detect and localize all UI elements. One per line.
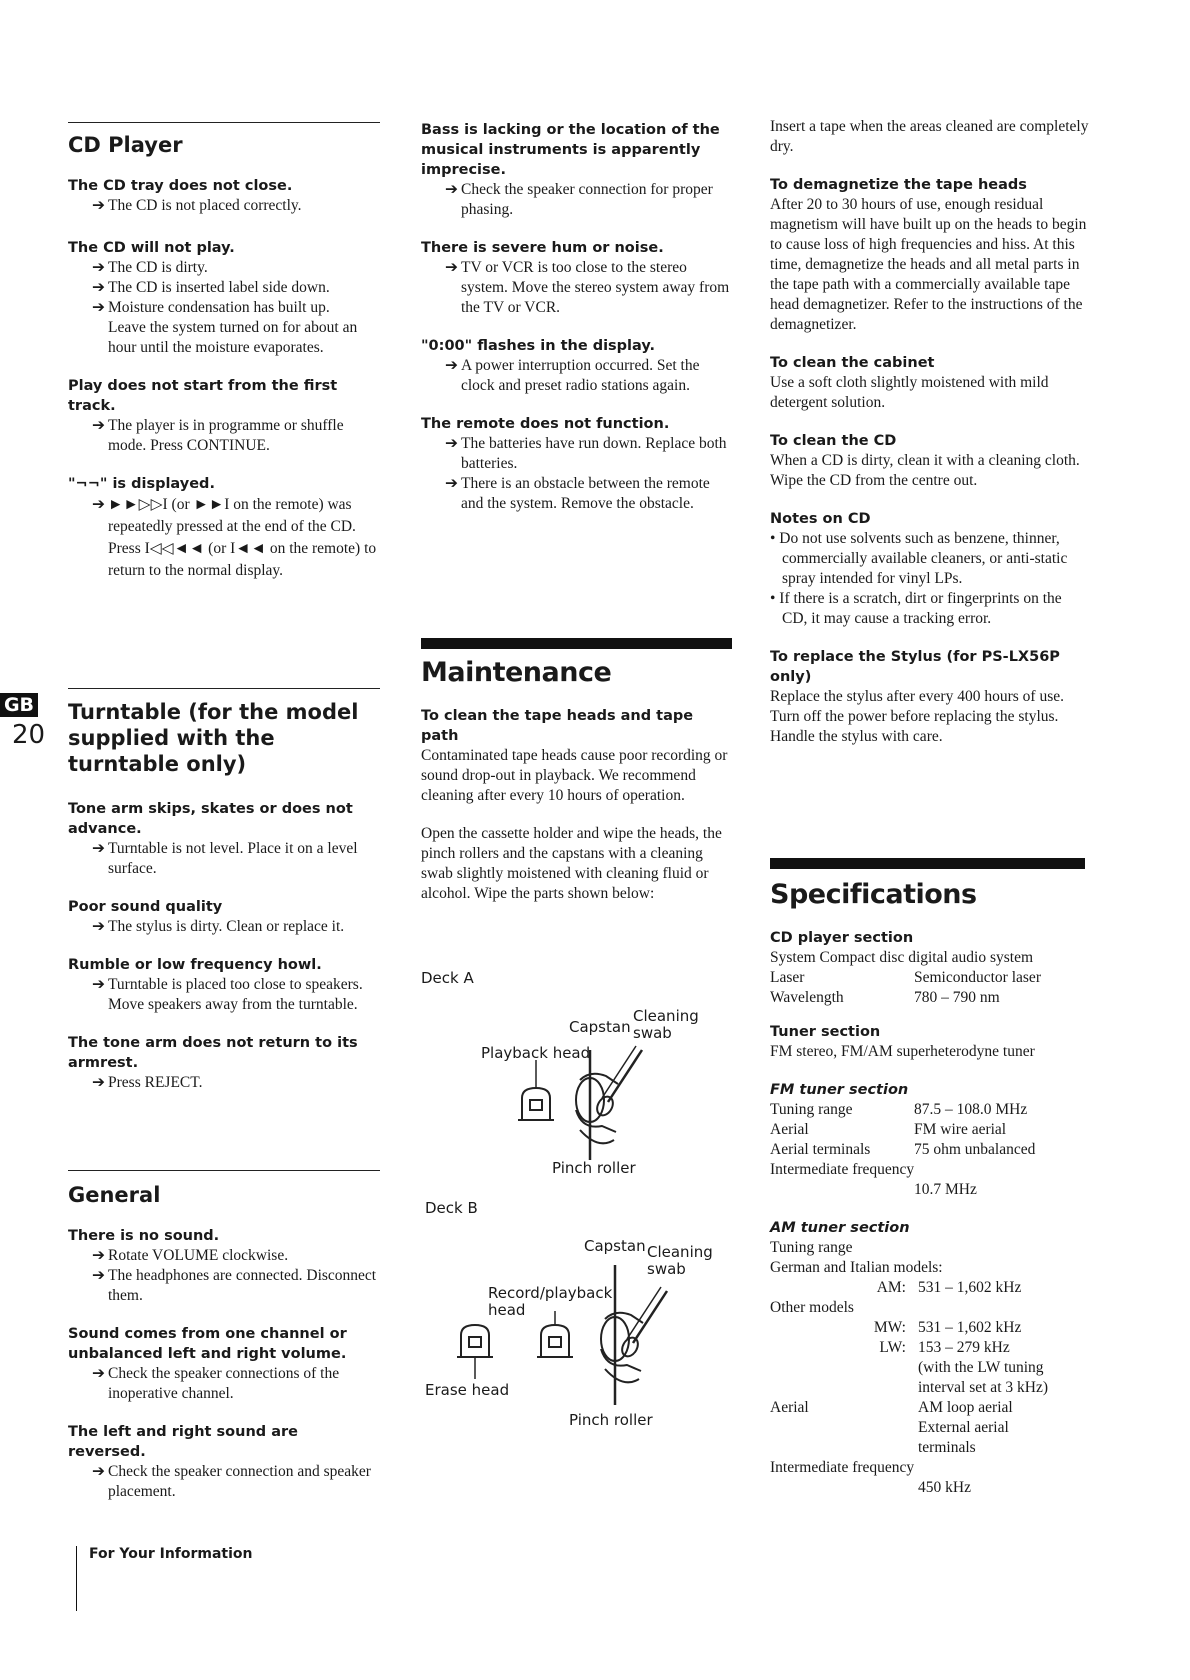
answer: ➔ The headphones are connected. Disconnect them. — [92, 1267, 377, 1305]
spec-row: Tuning range 87.5 – 108.0 MHz — [770, 1101, 1028, 1118]
record-playback-head-label: Record/playback head — [488, 1284, 613, 1319]
cleaning-swab-label: Cleaning swab — [633, 1007, 699, 1042]
footer — [76, 1546, 253, 1611]
maintenance-section — [421, 638, 732, 904]
spec-row: Wavelength 780 – 790 nm — [770, 989, 1000, 1006]
question: Play does not start from the first track. — [68, 378, 338, 415]
bullet: • If there is a scratch, dirt or fingerprints on the CD, it may cause a tracking error. — [770, 590, 1062, 627]
answer: ➔ The stylus is dirty. Clean or replace it. — [92, 918, 345, 935]
arrow-icon: ➔ — [92, 1365, 105, 1383]
troubleshooting-cd-section — [68, 122, 380, 582]
spec-line: FM stereo, FM/AM superheterodyne tuner — [770, 1043, 1035, 1060]
answer: ➔ A power interruption occurred. Set the clock and preset radio stations again. — [445, 357, 700, 394]
arrow-icon: ➔ — [445, 435, 458, 452]
question: "¬¬" is displayed. — [68, 476, 215, 493]
record-playback-head-shape — [541, 1325, 569, 1357]
question: There is severe hum or noise. — [421, 240, 664, 256]
spec-line: Other models — [770, 1299, 854, 1316]
section-bar — [770, 858, 1085, 869]
maintenance-continued — [770, 117, 1090, 747]
spec-row: Aerial FM wire aerial — [770, 1121, 1007, 1138]
arrow-icon: ➔ — [445, 357, 458, 374]
subheading: To clean the cabinet — [770, 355, 935, 371]
cd-player-title: CD Player — [68, 133, 183, 157]
specifications-section — [770, 858, 1085, 1498]
deck-b-drawing — [455, 1255, 695, 1415]
answer: ➔ The CD is dirty. — [92, 259, 208, 277]
capstan-label: Capstan — [569, 1018, 631, 1036]
spec-row: External aerial terminals — [918, 1419, 1009, 1456]
maintenance-title: Maintenance — [421, 657, 612, 688]
answer: ➔ Check the speaker connection for proper phasing. — [445, 181, 713, 218]
question: Bass is lacking or the location of the musical instruments is apparently imprecise. — [421, 122, 720, 178]
cleaning-swab-shape — [633, 1291, 667, 1343]
bullet: • Do not use solvents such as benzene, thinner, commercially available cleaners, or anti-static spray intended for vinyl LPs. — [770, 530, 1068, 587]
arrow-icon: ➔ — [92, 299, 105, 317]
answer: ➔ The CD is not placed correctly. — [92, 197, 302, 215]
answer: ➔ The batteries have run down. Replace both batteries. — [445, 435, 727, 472]
question: Sound comes from one channel or unbalanced left and right volume. — [68, 1326, 347, 1363]
answer: ➔ ►►▷▷I (or ►►I on the remote) was repeatedly pressed at the end of the CD. Press I◁◁◄◄ (or I◄◄ on the remote) to return to the normal display. — [92, 496, 377, 580]
spec-row: Aerial AM loop aerial — [770, 1399, 1013, 1416]
erase-head-label: Erase head — [425, 1381, 510, 1399]
subheading: AM tuner section — [770, 1220, 910, 1236]
arrow-icon: ➔ — [92, 197, 105, 215]
pinch-roller-label: Pinch roller — [552, 1159, 636, 1177]
arrow-icon: ➔ — [445, 181, 458, 198]
cleaning-swab-label: Cleaning swab — [647, 1243, 713, 1278]
spec-line: Intermediate frequency — [770, 1161, 915, 1178]
answer: ➔ Press REJECT. — [92, 1074, 203, 1091]
arrow-icon: ➔ — [445, 259, 458, 276]
question: Tone arm skips, skates or does not advance. — [68, 801, 353, 837]
deck-b-label: Deck B — [425, 1199, 478, 1217]
spec-row: AM: 531 – 1,602 kHz — [876, 1279, 1022, 1296]
arrow-icon: ➔ — [92, 1267, 105, 1285]
question: The left and right sound are reversed. — [68, 1424, 298, 1461]
answer: ➔ TV or VCR is too close to the stereo system. Move the stereo system away from the TV or VCR. — [445, 259, 730, 316]
question: The CD tray does not close. — [68, 178, 293, 195]
deck-a-label: Deck A — [421, 969, 474, 987]
erase-head-shape — [461, 1325, 489, 1357]
answer: ➔ The CD is inserted label side down. — [92, 279, 330, 297]
spec-row: 10.7 MHz — [914, 1181, 977, 1198]
spec-row: LW: 153 – 279 kHz — [879, 1339, 1010, 1356]
arrow-icon: ➔ — [445, 475, 458, 492]
question: Poor sound quality — [68, 899, 223, 915]
spec-line: German and Italian models: — [770, 1259, 943, 1276]
specifications-title: Specifications — [770, 879, 977, 910]
spec-row: MW: 531 – 1,602 kHz — [873, 1319, 1022, 1336]
playback-head-label: Playback head — [481, 1044, 591, 1062]
question: There is no sound. — [68, 1228, 220, 1245]
subheading: To clean the tape heads and tape path — [421, 708, 694, 744]
answer: ➔ Check the speaker connections of the inoperative channel. — [92, 1365, 340, 1403]
paragraph: Use a soft cloth slightly moistened with mild detergent solution. — [770, 374, 1049, 411]
paragraph: Insert a tape when the areas cleaned are completely dry. — [770, 118, 1089, 155]
subheading: Tuner section — [770, 1024, 881, 1040]
troubleshooting-continued — [421, 120, 731, 514]
section-bar — [421, 638, 732, 649]
page-number: 20 — [12, 720, 46, 750]
paragraph: Open the cassette holder and wipe the heads, the pinch rollers and the capstans with a cleaning swab slightly moistened with cleaning fluid or alcohol. Wipe the parts shown below: — [421, 825, 722, 902]
spec-row: Aerial terminals 75 ohm unbalanced — [770, 1141, 1036, 1158]
arrow-icon: ➔ — [92, 840, 105, 857]
turntable-title: Turntable (for the model supplied with the turntable only) — [68, 700, 359, 776]
answer: ➔ Check the speaker connection and speaker placement. — [92, 1463, 371, 1501]
question: Rumble or low frequency howl. — [68, 957, 322, 973]
deck-a-drawing — [510, 1040, 670, 1170]
footer-text: For Your Information — [89, 1546, 253, 1562]
question: The remote does not function. — [421, 416, 670, 432]
subheading: To demagnetize the tape heads — [770, 177, 1027, 193]
arrow-icon: ➔ — [92, 417, 105, 435]
spec-line: Tuning range — [770, 1239, 853, 1256]
spec-line: System Compact disc digital audio system — [770, 949, 1034, 966]
answer: ➔ The player is in programme or shuffle mode. Press CONTINUE. — [92, 417, 344, 455]
answer: ➔ Turntable is placed too close to speakers. Move speakers away from the turntable. — [92, 976, 363, 1013]
subheading: To replace the Stylus (for PS-LX56P only) — [770, 649, 1060, 685]
answer: ➔ Turntable is not level. Place it on a level surface. — [92, 840, 358, 877]
spec-row: 450 kHz — [918, 1479, 971, 1496]
arrow-icon: ➔ — [92, 279, 105, 297]
subheading: CD player section — [770, 930, 914, 946]
capstan-label: Capstan — [584, 1237, 646, 1255]
answer: ➔ There is an obstacle between the remote and the system. Remove the obstacle. — [445, 475, 710, 512]
troubleshooting-turntable-section — [68, 688, 380, 1093]
answer-continuation: Leave the system turned on for about an hour until the moisture evaporates. — [108, 319, 358, 357]
question: The tone arm does not return to its armrest. — [68, 1035, 358, 1071]
spec-line: Intermediate frequency — [770, 1459, 915, 1476]
spec-row: (with the LW tuning interval set at 3 kHz) — [918, 1359, 1048, 1396]
question: The CD will not play. — [68, 240, 235, 257]
subheading: Notes on CD — [770, 511, 871, 527]
spec-row: Laser Semiconductor laser — [770, 969, 1041, 986]
answer: ➔ Moisture condensation has built up. — [92, 299, 330, 317]
troubleshooting-general-section — [68, 1170, 380, 1502]
answer: ➔ Rotate VOLUME clockwise. — [92, 1247, 289, 1265]
paragraph: When a CD is dirty, clean it with a cleaning cloth. Wipe the CD from the centre out. — [770, 452, 1080, 489]
arrow-icon: ➔ — [92, 1247, 105, 1265]
arrow-icon: ➔ — [92, 976, 105, 993]
playback-head-shape — [522, 1088, 550, 1120]
paragraph: After 20 to 30 hours of use, enough residual magnetism will have built up on the heads to begin to cause loss of high frequencies and hiss. At this time, demagnetize the heads and all metal parts in the tape path with a commercially available tape head demagnetizer. Refer to the instructions of the demagnetizer. — [770, 196, 1087, 333]
subheading: FM tuner section — [770, 1082, 909, 1098]
paragraph: Contaminated tape heads cause poor recording or sound drop-out in playback. We recommend cleaning after every 10 hours of operation. — [421, 747, 728, 804]
language-tab: GB — [0, 693, 38, 717]
question: "0:00" flashes in the display. — [421, 338, 655, 354]
arrow-icon: ➔ — [92, 1074, 105, 1091]
general-title: General — [68, 1183, 161, 1207]
arrow-icon: ➔ — [92, 496, 105, 514]
arrow-icon: ➔ — [92, 918, 105, 935]
pinch-roller-label: Pinch roller — [569, 1411, 653, 1429]
subheading: To clean the CD — [770, 433, 897, 449]
arrow-icon: ➔ — [92, 259, 105, 277]
paragraph: Replace the stylus after every 400 hours of use. Turn off the power before replacing the stylus. Handle the stylus with care. — [770, 688, 1064, 745]
cleaning-swab-shape — [608, 1050, 642, 1102]
arrow-icon: ➔ — [92, 1463, 105, 1481]
